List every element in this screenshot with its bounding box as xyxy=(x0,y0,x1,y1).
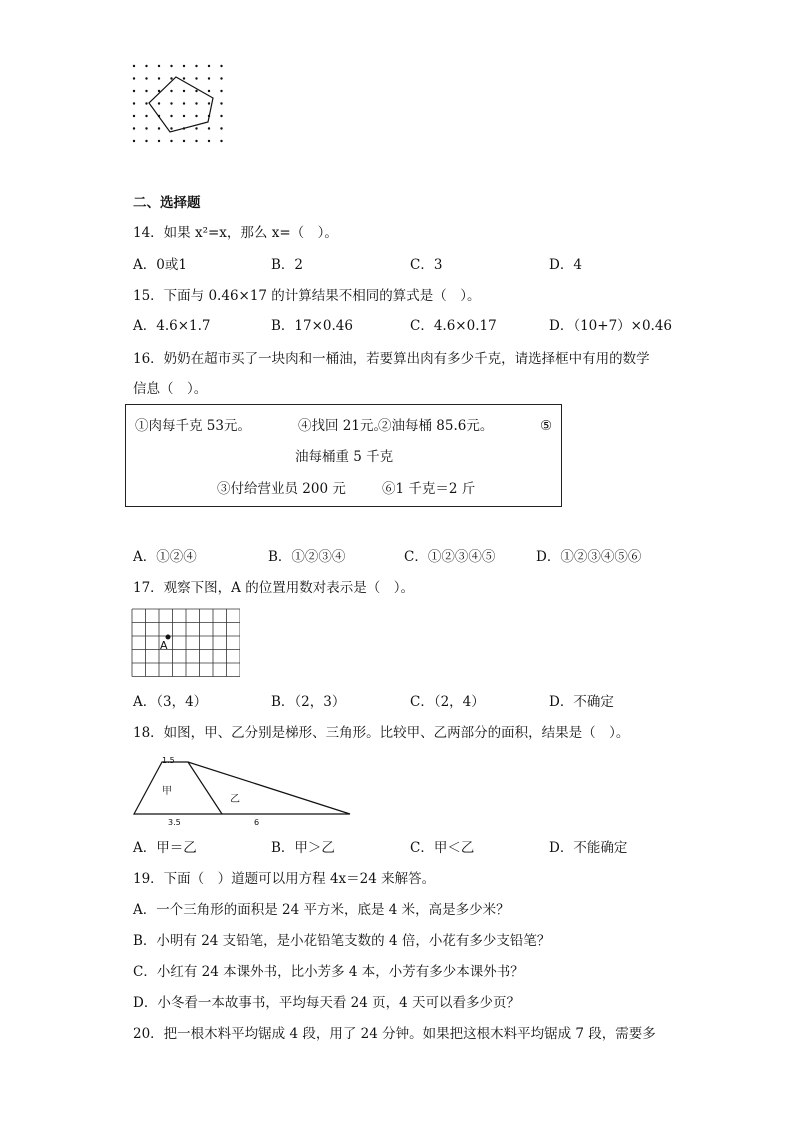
grid-dot xyxy=(208,65,210,67)
info-item-6: ⑥1 千克＝2 斤 xyxy=(382,481,476,497)
grid-dot xyxy=(208,140,210,142)
label-top: 1.5 xyxy=(162,756,175,765)
grid-dot xyxy=(220,65,222,67)
info-item-5-mark: ⑤ xyxy=(540,418,553,434)
question-15-stem: 15．下面与 0.46×17 的计算结果不相同的算式是（ ）。 xyxy=(133,288,481,304)
grid-dot xyxy=(170,90,172,92)
grid-dot xyxy=(145,115,147,117)
grid-dot xyxy=(158,127,160,129)
grid-dot xyxy=(170,115,172,117)
trapezoid-triangle-figure xyxy=(128,752,356,828)
grid-dot xyxy=(195,65,197,67)
grid-dot xyxy=(220,77,222,79)
label-bottom-left: 3.5 xyxy=(168,818,181,827)
point-a-label: A xyxy=(160,639,168,652)
grid-dot xyxy=(145,127,147,129)
grid-dot xyxy=(158,102,160,104)
info-item-2: ②油每桶 85.6元。 xyxy=(378,418,494,434)
grid-dot xyxy=(170,77,172,79)
grid-dot xyxy=(133,90,135,92)
info-item-3: ③付给营业员 200 元 xyxy=(217,481,346,497)
grid-dot xyxy=(133,102,135,104)
grid-dot xyxy=(183,77,185,79)
grid-dot xyxy=(145,102,147,104)
q16-option-c[interactable]: C．①②③④⑤ xyxy=(404,549,496,565)
q14-option-c[interactable]: C．3 xyxy=(410,257,443,273)
grid-dot xyxy=(195,140,197,142)
q17-option-b[interactable]: B．（2，3） xyxy=(271,694,346,710)
label-jia: 甲 xyxy=(162,786,172,797)
grid-dot xyxy=(220,90,222,92)
q18-option-a[interactable]: A．甲＝乙 xyxy=(133,840,197,856)
label-bottom-right: 6 xyxy=(254,818,260,827)
grid-dot xyxy=(183,102,185,104)
q16-option-b[interactable]: B．①②③④ xyxy=(268,549,346,565)
divider-line xyxy=(188,762,222,814)
grid-dot xyxy=(195,102,197,104)
q17-option-a[interactable]: A．（3，4） xyxy=(133,694,208,710)
grid-dot xyxy=(170,102,172,104)
q19-option-c[interactable]: C．小红有 24 本课外书，比小芳多 4 本，小芳有多少本课外书？ xyxy=(133,964,524,980)
question-16-stem-line1: 16．奶奶在超市买了一块肉和一桶油，若要算出肉有多少千克，请选择框中有用的数学 xyxy=(133,351,650,367)
question-20-stem: 20．把一根木料平均锯成 4 段，用了 24 分钟。如果把这根木料平均锯成 7 段，需要多 xyxy=(133,1026,656,1042)
grid-dot xyxy=(145,90,147,92)
grid-dot xyxy=(183,90,185,92)
grid-dot xyxy=(195,77,197,79)
q19-option-d[interactable]: D．小冬看一本故事书，平均每天看 24 页，4 天可以看多少页？ xyxy=(133,995,520,1011)
grid-dot xyxy=(183,140,185,142)
grid-dot xyxy=(195,90,197,92)
q15-option-b[interactable]: B．17×0.46 xyxy=(271,318,353,334)
grid-dot xyxy=(170,65,172,67)
q19-option-a[interactable]: A．一个三角形的面积是 24 平方米，底是 4 米，高是多少米？ xyxy=(133,902,510,918)
grid-dot xyxy=(158,65,160,67)
grid-dot xyxy=(133,65,135,67)
grid-dot xyxy=(208,90,210,92)
section-title: 二、选择题 xyxy=(133,195,201,211)
q16-option-a[interactable]: A．①②④ xyxy=(133,549,197,565)
question-19-stem: 19．下面（ ）道题可以用方程 4x＝24 来解答。 xyxy=(133,871,436,887)
info-item-4: ④找回 21元。 xyxy=(298,418,387,434)
grid-dot xyxy=(133,77,135,79)
grid-dot xyxy=(195,127,197,129)
grid-dot xyxy=(220,102,222,104)
q16-option-d[interactable]: D．①②③④⑤⑥ xyxy=(536,549,642,565)
question-14-stem: 14．如果 x²=x，那么 x=（ ）。 xyxy=(133,225,338,241)
label-yi: 乙 xyxy=(230,794,240,805)
q18-option-d[interactable]: D．不能确定 xyxy=(549,840,628,856)
grid-dot xyxy=(195,115,197,117)
q18-option-b[interactable]: B．甲＞乙 xyxy=(271,840,335,856)
q14-option-d[interactable]: D．4 xyxy=(549,257,582,273)
grid-dot xyxy=(183,65,185,67)
grid-dot xyxy=(220,115,222,117)
q18-option-c[interactable]: C．甲＜乙 xyxy=(410,840,475,856)
grid-dot xyxy=(145,77,147,79)
grid-dot xyxy=(183,115,185,117)
grid-dot xyxy=(208,127,210,129)
grid-dot xyxy=(208,77,210,79)
q19-option-b[interactable]: B．小明有 24 支铅笔，是小花铅笔支数的 4 倍，小花有多少支铅笔？ xyxy=(133,933,551,949)
grid-dot xyxy=(133,115,135,117)
grid-dot xyxy=(158,77,160,79)
info-item-1: ①肉每千克 53元。 xyxy=(135,418,251,434)
grid-dot xyxy=(133,140,135,142)
grid-dot xyxy=(145,65,147,67)
grid-dot xyxy=(145,140,147,142)
q14-option-a[interactable]: A．0或1 xyxy=(133,257,187,273)
grid-dot xyxy=(133,127,135,129)
q17-option-d[interactable]: D．不确定 xyxy=(549,694,614,710)
q15-option-a[interactable]: A．4.6×1.7 xyxy=(133,318,211,334)
grid-dot xyxy=(220,127,222,129)
grid-dot xyxy=(208,102,210,104)
q15-option-c[interactable]: C．4.6×0.17 xyxy=(410,318,497,334)
question-16-stem-line2: 信息（ ）。 xyxy=(133,381,208,397)
q14-option-b[interactable]: B．2 xyxy=(271,257,304,273)
info-box xyxy=(125,404,562,507)
q17-option-c[interactable]: C．（2，4） xyxy=(410,694,485,710)
dot-grid-figure xyxy=(128,60,228,145)
grid-dot xyxy=(220,140,222,142)
grid-dot xyxy=(158,140,160,142)
grid-dot xyxy=(170,127,172,129)
info-item-5-text: 油每桶重 5 千克 xyxy=(295,449,394,465)
question-18-stem: 18．如图，甲、乙分别是梯形、三角形。比较甲、乙两部分的面积，结果是（ ）。 xyxy=(133,725,630,741)
question-17-stem: 17．观察下图，A 的位置用数对表示是（ ）。 xyxy=(133,580,414,596)
grid-dot xyxy=(170,140,172,142)
q15-option-d[interactable]: D．（10+7）×0.46 xyxy=(549,318,673,334)
coordinate-grid xyxy=(128,605,240,683)
